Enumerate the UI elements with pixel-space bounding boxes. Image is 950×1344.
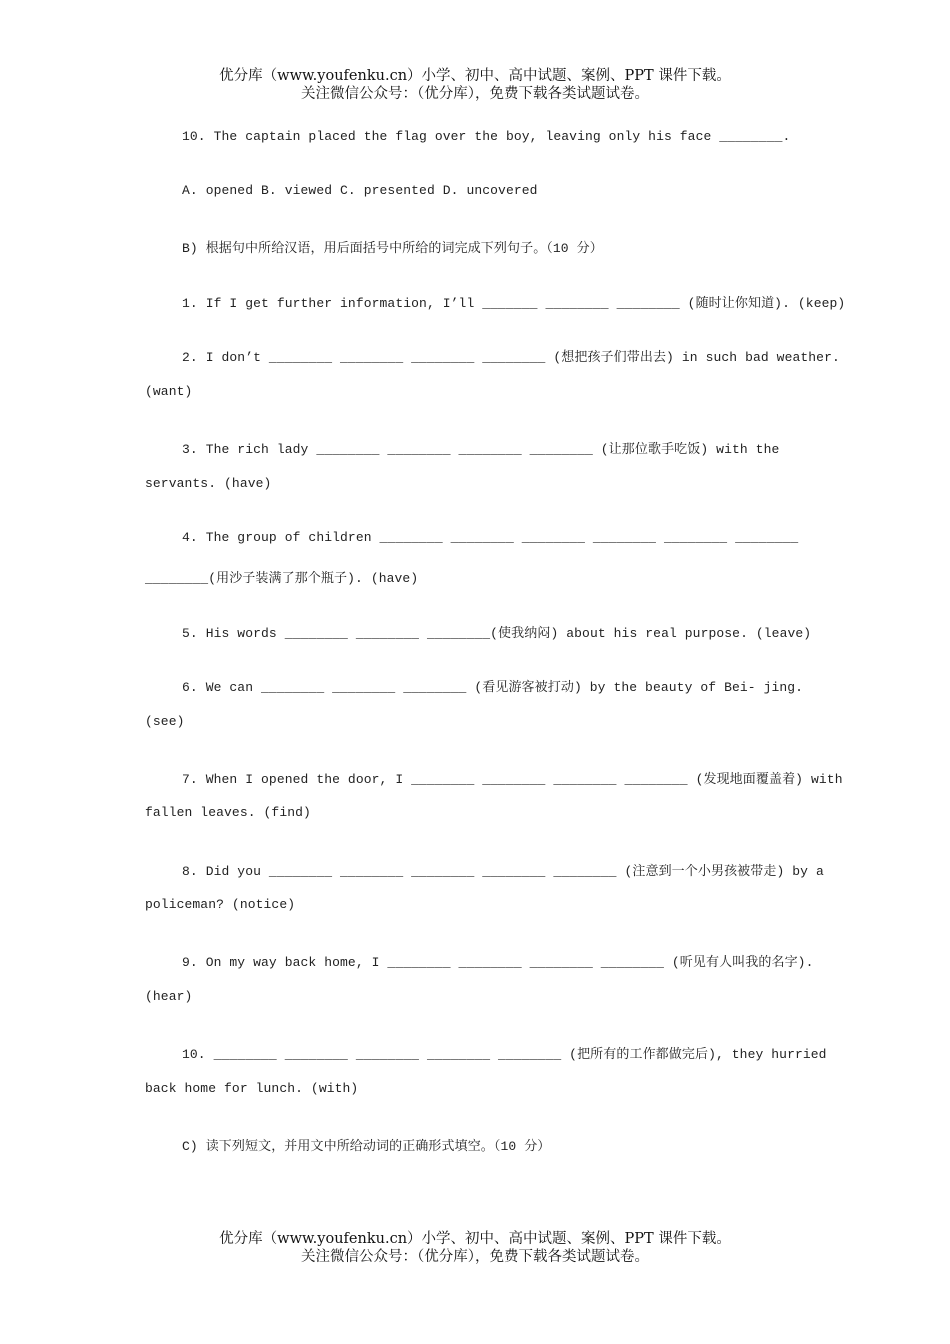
item-b1: 1. If I get further information, I’ll _______ ________ ________ (随时让你知道). (keep) — [182, 296, 846, 311]
item-b10-line1: 10. ________ ________ ________ ________ ________ (把所有的工作都做完后), they hurried — [182, 1047, 827, 1062]
page-header — [0, 67, 950, 103]
header-wechat-line: 关注微信公众号：（优分库），免费下载各类试题试卷。 — [301, 86, 649, 102]
item-b6-line1: 6. We can ________ ________ ________ (看见游客被打动) by the beauty of Bei- jing. — [182, 680, 804, 695]
item-b2-line2: (want) — [145, 384, 193, 399]
footer-wechat-line: 关注微信公众号：（优分库），免费下载各类试题试卷。 — [301, 1249, 649, 1265]
item-b10-line2: back home for lunch. (with) — [145, 1081, 359, 1096]
item-b4-line2: ________(用沙子装满了那个瓶子). (have) — [145, 571, 419, 586]
item-b9-line2: (hear) — [145, 989, 193, 1004]
section-c-title: C) 读下列短文，并用文中所给动词的正确形式填空。（10 分） — [182, 1139, 551, 1154]
item-b3-line1: 3. The rich lady ________ ________ ________ ________ (让那位歌手吃饭) with the — [182, 442, 780, 457]
item-b8-line1: 8. Did you ________ ________ ________ ________ ________ (注意到一个小男孩被带走) by a — [182, 864, 824, 879]
header-site-line: 优分库（www.youfenku.cn）小学、初中、高中试题、案例、PPT 课件下载。 — [219, 68, 731, 84]
section-b-title: B) 根据句中所给汉语，用后面括号中所给的词完成下列句子。（10 分） — [182, 241, 603, 256]
item-b3-line2: servants. (have) — [145, 476, 272, 491]
footer-site-line: 优分库（www.youfenku.cn）小学、初中、高中试题、案例、PPT 课件下载。 — [219, 1231, 731, 1247]
item-b2-line1: 2. I don’t ________ ________ ________ ________ (想把孩子们带出去) in such bad weather. — [182, 350, 840, 365]
item-b8-line2: policeman? (notice) — [145, 897, 296, 912]
item-b4-line1: 4. The group of children ________ ________ ________ ________ ________ ________ — [182, 530, 799, 545]
page-footer — [0, 1230, 950, 1266]
item-b5: 5. His words ________ ________ ________(使我纳闷) about his real purpose. (leave) — [182, 626, 812, 641]
question-10-options: A. opened B. viewed C. presented D. uncovered — [182, 183, 538, 198]
question-10-stem: 10. The captain placed the flag over the boy, leaving only his face ________. — [182, 129, 791, 144]
item-b6-line2: (see) — [145, 714, 185, 729]
item-b7-line1: 7. When I opened the door, I ________ ________ ________ ________ (发现地面覆盖着) with — [182, 772, 843, 787]
item-b7-line2: fallen leaves. (find) — [145, 805, 311, 820]
item-b9-line1: 9. On my way back home, I ________ ________ ________ ________ (听见有人叫我的名字). — [182, 955, 814, 970]
